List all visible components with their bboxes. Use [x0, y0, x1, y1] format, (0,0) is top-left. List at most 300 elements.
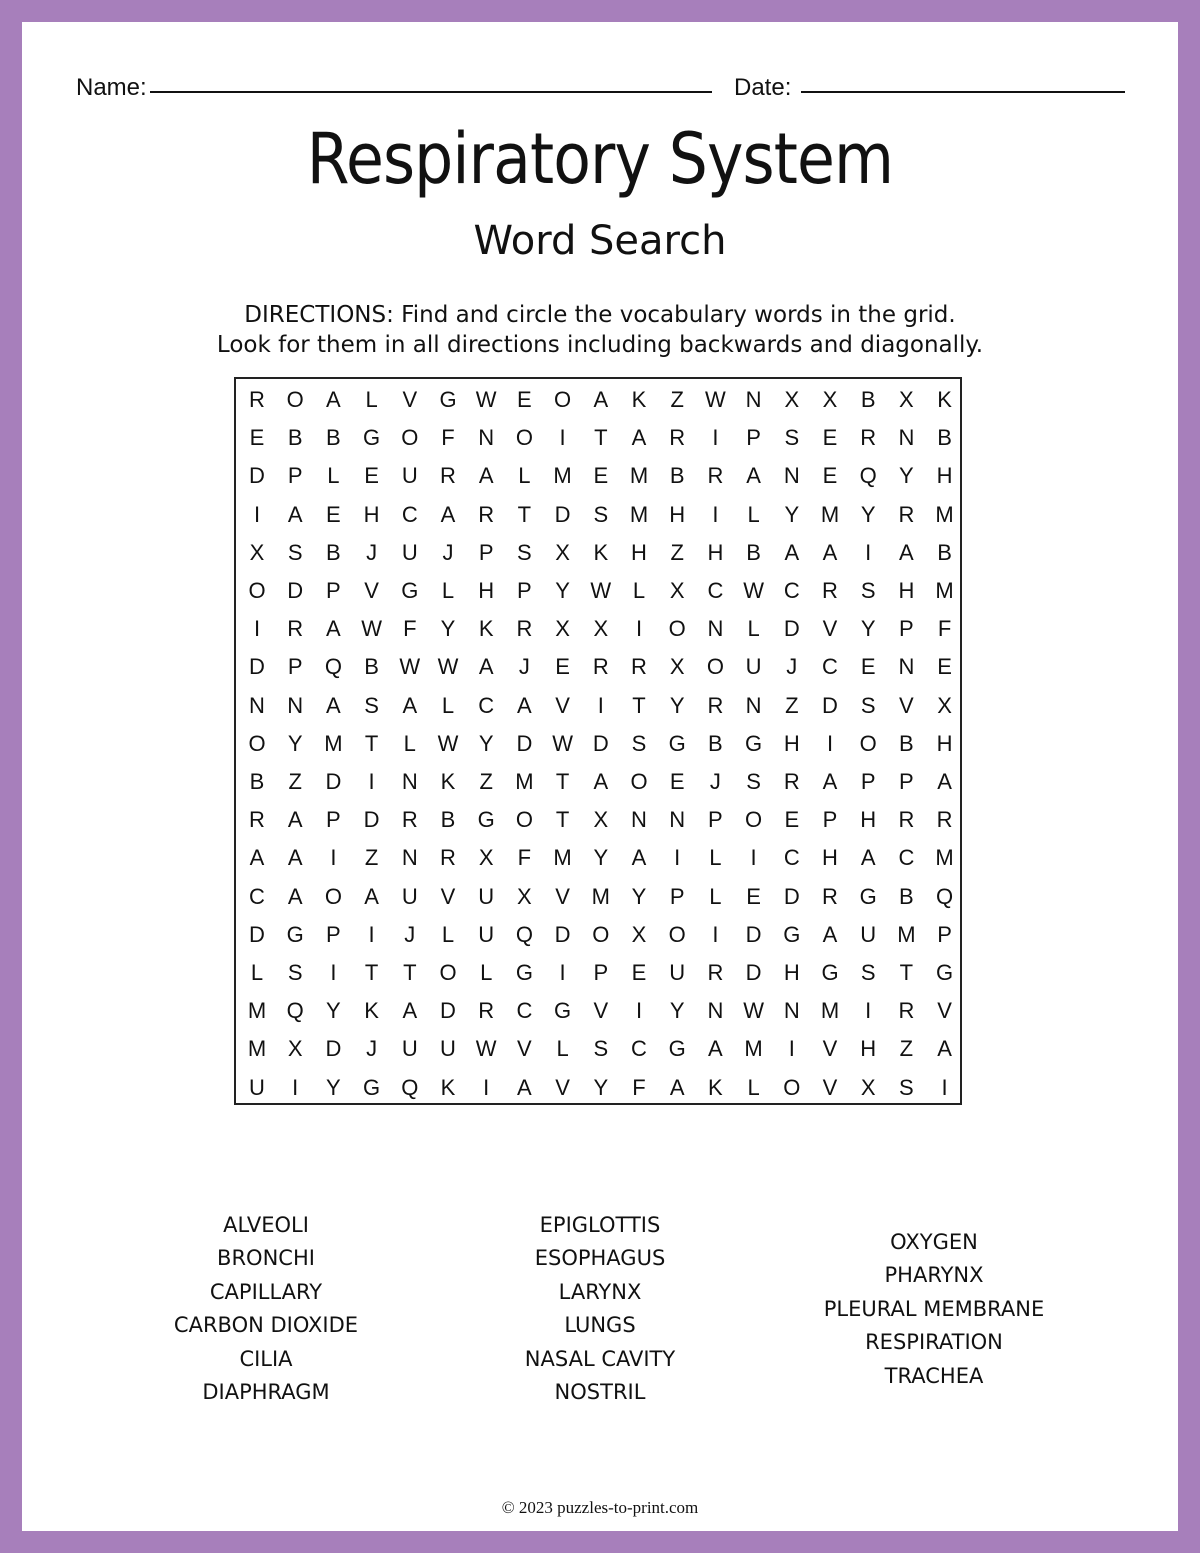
- grid-letter[interactable]: H: [898, 578, 915, 603]
- grid-letter[interactable]: V: [555, 1074, 570, 1100]
- grid-letter[interactable]: H: [478, 578, 495, 603]
- grid-letter[interactable]: X: [593, 616, 609, 642]
- grid-letter[interactable]: E: [937, 654, 952, 680]
- grid-letter[interactable]: E: [249, 425, 265, 451]
- grid-letter[interactable]: G: [668, 730, 686, 756]
- grid-letter[interactable]: J: [518, 654, 530, 680]
- grid-letter[interactable]: Y: [593, 1074, 609, 1100]
- grid-letter[interactable]: N: [401, 845, 418, 871]
- grid-letter[interactable]: M: [744, 1036, 763, 1062]
- grid-letter[interactable]: I: [330, 960, 337, 985]
- grid-letter[interactable]: W: [399, 654, 421, 680]
- grid-letter[interactable]: E: [631, 960, 647, 985]
- grid-letter[interactable]: E: [555, 654, 570, 680]
- grid-letter[interactable]: M: [820, 998, 840, 1024]
- grid-letter[interactable]: A: [708, 1036, 723, 1062]
- grid-letter[interactable]: Y: [631, 883, 647, 909]
- grid-letter[interactable]: A: [326, 692, 341, 718]
- grid-letter[interactable]: R: [440, 845, 456, 871]
- grid-letter[interactable]: W: [705, 387, 726, 412]
- grid-letter[interactable]: G: [821, 960, 839, 985]
- grid-letter[interactable]: G: [859, 883, 877, 909]
- grid-letter[interactable]: I: [253, 501, 261, 527]
- grid-letter[interactable]: K: [478, 616, 494, 642]
- grid-letter[interactable]: I: [865, 539, 872, 565]
- grid-letter[interactable]: B: [326, 425, 341, 451]
- grid-letter[interactable]: F: [937, 616, 952, 642]
- grid-letter[interactable]: R: [936, 807, 953, 833]
- grid-letter[interactable]: Q: [859, 463, 877, 489]
- grid-letter[interactable]: D: [783, 616, 800, 642]
- grid-letter[interactable]: E: [364, 463, 379, 489]
- grid-letter[interactable]: G: [401, 578, 419, 603]
- grid-letter[interactable]: U: [669, 960, 686, 985]
- grid-letter[interactable]: A: [860, 845, 876, 871]
- grid-letter[interactable]: X: [593, 807, 609, 833]
- grid-letter[interactable]: I: [483, 1074, 490, 1100]
- grid-letter[interactable]: N: [898, 425, 915, 451]
- grid-letter[interactable]: B: [364, 654, 379, 680]
- grid-letter[interactable]: Y: [326, 1074, 341, 1100]
- grid-letter[interactable]: X: [937, 692, 952, 718]
- grid-letter[interactable]: L: [632, 578, 646, 603]
- grid-letter[interactable]: A: [822, 539, 838, 565]
- grid-letter[interactable]: I: [941, 1074, 948, 1100]
- grid-letter[interactable]: R: [287, 616, 304, 642]
- grid-letter[interactable]: O: [286, 387, 304, 412]
- grid-letter[interactable]: E: [593, 463, 609, 489]
- grid-letter[interactable]: N: [669, 807, 686, 833]
- grid-letter[interactable]: A: [364, 883, 379, 909]
- grid-letter[interactable]: L: [518, 463, 531, 489]
- grid-letter[interactable]: O: [439, 960, 457, 985]
- grid-letter[interactable]: H: [783, 960, 800, 985]
- grid-letter[interactable]: C: [249, 883, 265, 909]
- grid-letter[interactable]: A: [287, 845, 303, 871]
- grid-letter[interactable]: P: [899, 769, 914, 794]
- grid-letter[interactable]: X: [899, 387, 914, 412]
- grid-letter[interactable]: U: [745, 654, 762, 680]
- grid-letter[interactable]: A: [631, 425, 647, 451]
- grid-letter[interactable]: I: [559, 960, 566, 985]
- grid-letter[interactable]: G: [745, 730, 763, 756]
- grid-letter[interactable]: M: [247, 998, 267, 1024]
- grid-letter[interactable]: B: [669, 463, 685, 489]
- grid-letter[interactable]: P: [517, 578, 532, 603]
- grid-letter[interactable]: Z: [479, 769, 493, 794]
- grid-letter[interactable]: A: [326, 387, 341, 412]
- grid-letter[interactable]: E: [822, 425, 838, 451]
- grid-letter[interactable]: B: [326, 539, 341, 565]
- grid-letter[interactable]: P: [746, 425, 761, 451]
- grid-letter[interactable]: T: [403, 960, 417, 985]
- grid-letter[interactable]: O: [592, 921, 610, 947]
- grid-letter[interactable]: D: [249, 921, 265, 947]
- grid-letter[interactable]: I: [750, 845, 757, 871]
- grid-letter[interactable]: V: [440, 883, 456, 909]
- grid-letter[interactable]: E: [860, 654, 876, 680]
- grid-letter[interactable]: S: [287, 960, 303, 985]
- grid-letter[interactable]: P: [937, 921, 952, 947]
- grid-letter[interactable]: A: [593, 769, 609, 794]
- grid-letter[interactable]: A: [287, 501, 303, 527]
- grid-letter[interactable]: A: [937, 769, 952, 794]
- grid-letter[interactable]: W: [475, 387, 497, 412]
- grid-letter[interactable]: A: [478, 463, 494, 489]
- grid-letter[interactable]: T: [594, 425, 608, 451]
- grid-letter[interactable]: O: [630, 769, 648, 794]
- grid-letter[interactable]: O: [859, 730, 877, 756]
- grid-letter[interactable]: S: [517, 539, 532, 565]
- grid-letter[interactable]: W: [743, 998, 764, 1024]
- grid-letter[interactable]: Y: [860, 501, 876, 527]
- grid-letter[interactable]: D: [783, 883, 800, 909]
- grid-letter[interactable]: K: [440, 1074, 456, 1100]
- grid-letter[interactable]: U: [478, 883, 495, 909]
- grid-letter[interactable]: S: [746, 769, 761, 794]
- grid-letter[interactable]: A: [287, 883, 303, 909]
- grid-letter[interactable]: J: [366, 539, 378, 565]
- grid-letter[interactable]: P: [860, 769, 876, 794]
- grid-letter[interactable]: I: [292, 1074, 299, 1100]
- grid-letter[interactable]: L: [250, 960, 264, 985]
- grid-letter[interactable]: R: [249, 807, 265, 833]
- grid-letter[interactable]: B: [937, 539, 952, 565]
- grid-letter[interactable]: I: [712, 501, 719, 527]
- grid-letter[interactable]: I: [788, 1036, 795, 1062]
- grid-letter[interactable]: X: [555, 616, 570, 642]
- grid-letter[interactable]: A: [669, 1074, 685, 1100]
- grid-letter[interactable]: Y: [784, 501, 800, 527]
- grid-letter[interactable]: N: [783, 998, 800, 1024]
- grid-letter[interactable]: H: [707, 539, 724, 565]
- grid-letter[interactable]: D: [554, 921, 571, 947]
- grid-letter[interactable]: D: [440, 998, 456, 1024]
- grid-letter[interactable]: I: [368, 921, 375, 947]
- grid-letter[interactable]: K: [440, 769, 456, 794]
- grid-letter[interactable]: P: [326, 578, 341, 603]
- grid-letter[interactable]: N: [745, 692, 762, 718]
- grid-letter[interactable]: O: [248, 578, 266, 603]
- grid-letter[interactable]: A: [478, 654, 494, 680]
- grid-letter[interactable]: S: [784, 425, 800, 451]
- grid-letter[interactable]: M: [820, 501, 840, 527]
- grid-letter[interactable]: F: [517, 845, 532, 871]
- grid-letter[interactable]: D: [592, 730, 609, 756]
- grid-letter[interactable]: B: [249, 769, 265, 794]
- grid-letter[interactable]: Z: [288, 769, 302, 794]
- grid-letter[interactable]: O: [515, 425, 533, 451]
- grid-letter[interactable]: V: [822, 1036, 838, 1062]
- grid-letter[interactable]: M: [324, 730, 343, 756]
- grid-letter[interactable]: O: [324, 883, 342, 909]
- grid-letter[interactable]: X: [784, 387, 800, 412]
- grid-letter[interactable]: E: [784, 807, 800, 833]
- grid-letter[interactable]: U: [401, 883, 418, 909]
- grid-letter[interactable]: X: [478, 845, 494, 871]
- grid-letter[interactable]: N: [249, 692, 265, 718]
- grid-letter[interactable]: H: [822, 845, 838, 871]
- grid-letter[interactable]: F: [403, 616, 417, 642]
- grid-letter[interactable]: O: [515, 807, 533, 833]
- grid-letter[interactable]: N: [401, 769, 418, 794]
- grid-letter[interactable]: O: [668, 616, 686, 642]
- grid-letter[interactable]: G: [477, 807, 495, 833]
- grid-letter[interactable]: H: [860, 807, 877, 833]
- grid-letter[interactable]: N: [707, 998, 724, 1024]
- grid-letter[interactable]: V: [402, 387, 418, 412]
- grid-letter[interactable]: B: [746, 539, 761, 565]
- grid-letter[interactable]: O: [248, 730, 266, 756]
- grid-letter[interactable]: U: [249, 1074, 265, 1100]
- grid-letter[interactable]: W: [437, 730, 459, 756]
- grid-letter[interactable]: Y: [478, 730, 494, 756]
- grid-letter[interactable]: H: [631, 539, 647, 565]
- grid-letter[interactable]: R: [478, 501, 495, 527]
- grid-letter[interactable]: P: [593, 960, 609, 985]
- grid-letter[interactable]: A: [631, 845, 647, 871]
- grid-letter[interactable]: M: [897, 921, 916, 947]
- grid-letter[interactable]: R: [669, 425, 686, 451]
- grid-letter[interactable]: X: [249, 539, 265, 565]
- grid-letter[interactable]: Y: [899, 463, 914, 489]
- grid-letter[interactable]: S: [860, 578, 876, 603]
- grid-letter[interactable]: L: [365, 387, 378, 412]
- grid-letter[interactable]: L: [480, 960, 493, 985]
- grid-letter[interactable]: M: [553, 463, 572, 489]
- grid-letter[interactable]: R: [822, 578, 838, 603]
- grid-letter[interactable]: S: [899, 1074, 914, 1100]
- grid-letter[interactable]: X: [669, 578, 685, 603]
- grid-letter[interactable]: D: [516, 730, 533, 756]
- grid-letter[interactable]: R: [898, 998, 915, 1024]
- grid-letter[interactable]: U: [440, 1036, 456, 1062]
- grid-letter[interactable]: T: [632, 692, 646, 718]
- grid-letter[interactable]: S: [631, 730, 647, 756]
- grid-letter[interactable]: X: [287, 1036, 303, 1062]
- grid-letter[interactable]: I: [635, 998, 643, 1024]
- grid-letter[interactable]: U: [860, 921, 877, 947]
- grid-letter[interactable]: T: [364, 960, 379, 985]
- grid-letter[interactable]: R: [401, 807, 418, 833]
- grid-letter[interactable]: I: [712, 921, 719, 947]
- grid-letter[interactable]: L: [441, 692, 455, 718]
- grid-letter[interactable]: B: [860, 387, 876, 412]
- grid-letter[interactable]: U: [401, 539, 418, 565]
- grid-letter[interactable]: R: [860, 425, 877, 451]
- grid-letter[interactable]: H: [860, 1036, 877, 1062]
- grid-letter[interactable]: U: [478, 921, 495, 947]
- grid-letter[interactable]: C: [822, 654, 838, 680]
- grid-letter[interactable]: L: [441, 578, 455, 603]
- grid-letter[interactable]: A: [326, 616, 341, 642]
- grid-letter[interactable]: W: [590, 578, 612, 603]
- grid-letter[interactable]: I: [635, 616, 643, 642]
- grid-letter[interactable]: S: [860, 960, 876, 985]
- grid-letter[interactable]: R: [707, 463, 724, 489]
- grid-letter[interactable]: A: [517, 692, 532, 718]
- grid-letter[interactable]: R: [249, 387, 265, 412]
- grid-letter[interactable]: A: [440, 501, 456, 527]
- grid-letter[interactable]: G: [668, 1036, 686, 1062]
- grid-letter[interactable]: M: [935, 501, 954, 527]
- grid-letter[interactable]: P: [822, 807, 838, 833]
- grid-letter[interactable]: I: [674, 845, 681, 871]
- grid-letter[interactable]: V: [822, 1074, 838, 1100]
- grid-letter[interactable]: R: [783, 769, 800, 794]
- grid-letter[interactable]: R: [516, 616, 533, 642]
- grid-letter[interactable]: H: [669, 501, 686, 527]
- grid-letter[interactable]: X: [631, 921, 647, 947]
- grid-letter[interactable]: Q: [401, 1074, 419, 1100]
- grid-letter[interactable]: G: [363, 1074, 381, 1100]
- grid-letter[interactable]: Y: [326, 998, 341, 1024]
- grid-letter[interactable]: N: [745, 387, 762, 412]
- grid-letter[interactable]: L: [747, 501, 760, 527]
- grid-letter[interactable]: H: [783, 730, 800, 756]
- grid-letter[interactable]: U: [401, 463, 418, 489]
- grid-letter[interactable]: D: [822, 692, 838, 718]
- grid-letter[interactable]: N: [707, 616, 724, 642]
- grid-letter[interactable]: K: [364, 998, 379, 1024]
- grid-letter[interactable]: Y: [669, 998, 685, 1024]
- grid-letter[interactable]: E: [669, 769, 685, 794]
- grid-letter[interactable]: C: [631, 1036, 647, 1062]
- grid-letter[interactable]: Y: [440, 616, 456, 642]
- grid-letter[interactable]: V: [822, 616, 838, 642]
- grid-letter[interactable]: I: [712, 425, 719, 451]
- grid-letter[interactable]: C: [783, 578, 800, 603]
- grid-letter[interactable]: C: [898, 845, 915, 871]
- grid-letter[interactable]: G: [363, 425, 381, 451]
- grid-letter[interactable]: I: [368, 769, 375, 794]
- grid-letter[interactable]: W: [437, 654, 459, 680]
- grid-letter[interactable]: L: [441, 921, 455, 947]
- grid-letter[interactable]: A: [402, 998, 418, 1024]
- grid-letter[interactable]: B: [287, 425, 303, 451]
- grid-letter[interactable]: G: [554, 998, 572, 1024]
- grid-letter[interactable]: V: [555, 692, 570, 718]
- grid-letter[interactable]: G: [783, 921, 801, 947]
- grid-letter[interactable]: B: [708, 730, 723, 756]
- grid-letter[interactable]: D: [363, 807, 380, 833]
- grid-letter[interactable]: C: [707, 578, 724, 603]
- grid-letter[interactable]: A: [593, 387, 609, 412]
- grid-letter[interactable]: W: [552, 730, 573, 756]
- grid-letter[interactable]: Y: [287, 730, 303, 756]
- grid-letter[interactable]: N: [631, 807, 647, 833]
- grid-letter[interactable]: M: [629, 463, 649, 489]
- grid-letter[interactable]: H: [936, 463, 953, 489]
- grid-letter[interactable]: X: [822, 387, 838, 412]
- grid-letter[interactable]: S: [287, 539, 303, 565]
- grid-letter[interactable]: A: [899, 539, 914, 565]
- grid-letter[interactable]: P: [326, 807, 341, 833]
- grid-letter[interactable]: G: [439, 387, 457, 412]
- grid-letter[interactable]: P: [287, 463, 303, 489]
- grid-letter[interactable]: M: [247, 1036, 267, 1062]
- grid-letter[interactable]: O: [668, 921, 686, 947]
- grid-letter[interactable]: F: [441, 425, 455, 451]
- grid-letter[interactable]: D: [554, 501, 571, 527]
- grid-letter[interactable]: R: [898, 807, 915, 833]
- grid-letter[interactable]: R: [631, 654, 647, 680]
- grid-letter[interactable]: J: [442, 539, 454, 565]
- grid-letter[interactable]: N: [783, 463, 800, 489]
- grid-letter[interactable]: O: [401, 425, 419, 451]
- grid-letter[interactable]: P: [899, 616, 914, 642]
- grid-letter[interactable]: W: [475, 1036, 497, 1062]
- grid-letter[interactable]: S: [593, 501, 609, 527]
- grid-letter[interactable]: E: [517, 387, 532, 412]
- grid-letter[interactable]: K: [937, 387, 952, 412]
- grid-letter[interactable]: R: [478, 998, 495, 1024]
- grid-letter[interactable]: T: [364, 730, 379, 756]
- grid-letter[interactable]: C: [516, 998, 533, 1024]
- grid-letter[interactable]: H: [363, 501, 380, 527]
- grid-letter[interactable]: M: [515, 769, 534, 794]
- grid-letter[interactable]: C: [401, 501, 418, 527]
- grid-letter[interactable]: V: [555, 883, 570, 909]
- grid-letter[interactable]: C: [478, 692, 495, 718]
- grid-letter[interactable]: N: [898, 654, 915, 680]
- grid-letter[interactable]: N: [478, 425, 495, 451]
- grid-letter[interactable]: X: [517, 883, 532, 909]
- grid-letter[interactable]: R: [440, 463, 456, 489]
- grid-letter[interactable]: B: [440, 807, 456, 833]
- grid-letter[interactable]: C: [783, 845, 800, 871]
- grid-letter[interactable]: G: [515, 960, 533, 985]
- grid-letter[interactable]: D: [745, 960, 762, 985]
- grid-letter[interactable]: M: [935, 578, 954, 603]
- grid-letter[interactable]: O: [745, 807, 763, 833]
- grid-letter[interactable]: D: [745, 921, 762, 947]
- grid-letter[interactable]: A: [746, 463, 761, 489]
- grid-letter[interactable]: J: [786, 654, 798, 680]
- grid-letter[interactable]: J: [709, 769, 721, 794]
- grid-letter[interactable]: R: [822, 883, 838, 909]
- grid-letter[interactable]: R: [592, 654, 609, 680]
- grid-letter[interactable]: A: [784, 539, 800, 565]
- grid-letter[interactable]: S: [593, 1036, 609, 1062]
- grid-letter[interactable]: L: [747, 1074, 760, 1100]
- grid-letter[interactable]: J: [366, 1036, 378, 1062]
- grid-letter[interactable]: O: [554, 387, 572, 412]
- grid-letter[interactable]: L: [709, 845, 722, 871]
- grid-letter[interactable]: Q: [324, 654, 342, 680]
- grid-letter[interactable]: E: [746, 883, 761, 909]
- grid-letter[interactable]: O: [706, 654, 724, 680]
- grid-letter[interactable]: L: [327, 463, 340, 489]
- grid-letter[interactable]: L: [556, 1036, 569, 1062]
- grid-letter[interactable]: I: [253, 616, 261, 642]
- grid-letter[interactable]: E: [326, 501, 341, 527]
- grid-letter[interactable]: I: [330, 845, 337, 871]
- grid-letter[interactable]: T: [555, 769, 570, 794]
- grid-letter[interactable]: R: [898, 501, 915, 527]
- grid-letter[interactable]: S: [860, 692, 876, 718]
- grid-letter[interactable]: M: [629, 501, 649, 527]
- grid-letter[interactable]: Q: [515, 921, 533, 947]
- grid-letter[interactable]: G: [286, 921, 304, 947]
- grid-letter[interactable]: P: [478, 539, 494, 565]
- grid-letter[interactable]: V: [593, 998, 609, 1024]
- grid-letter[interactable]: D: [325, 769, 342, 794]
- grid-letter[interactable]: I: [597, 692, 604, 718]
- grid-letter[interactable]: X: [669, 654, 685, 680]
- grid-letter[interactable]: S: [364, 692, 379, 718]
- grid-letter[interactable]: P: [669, 883, 685, 909]
